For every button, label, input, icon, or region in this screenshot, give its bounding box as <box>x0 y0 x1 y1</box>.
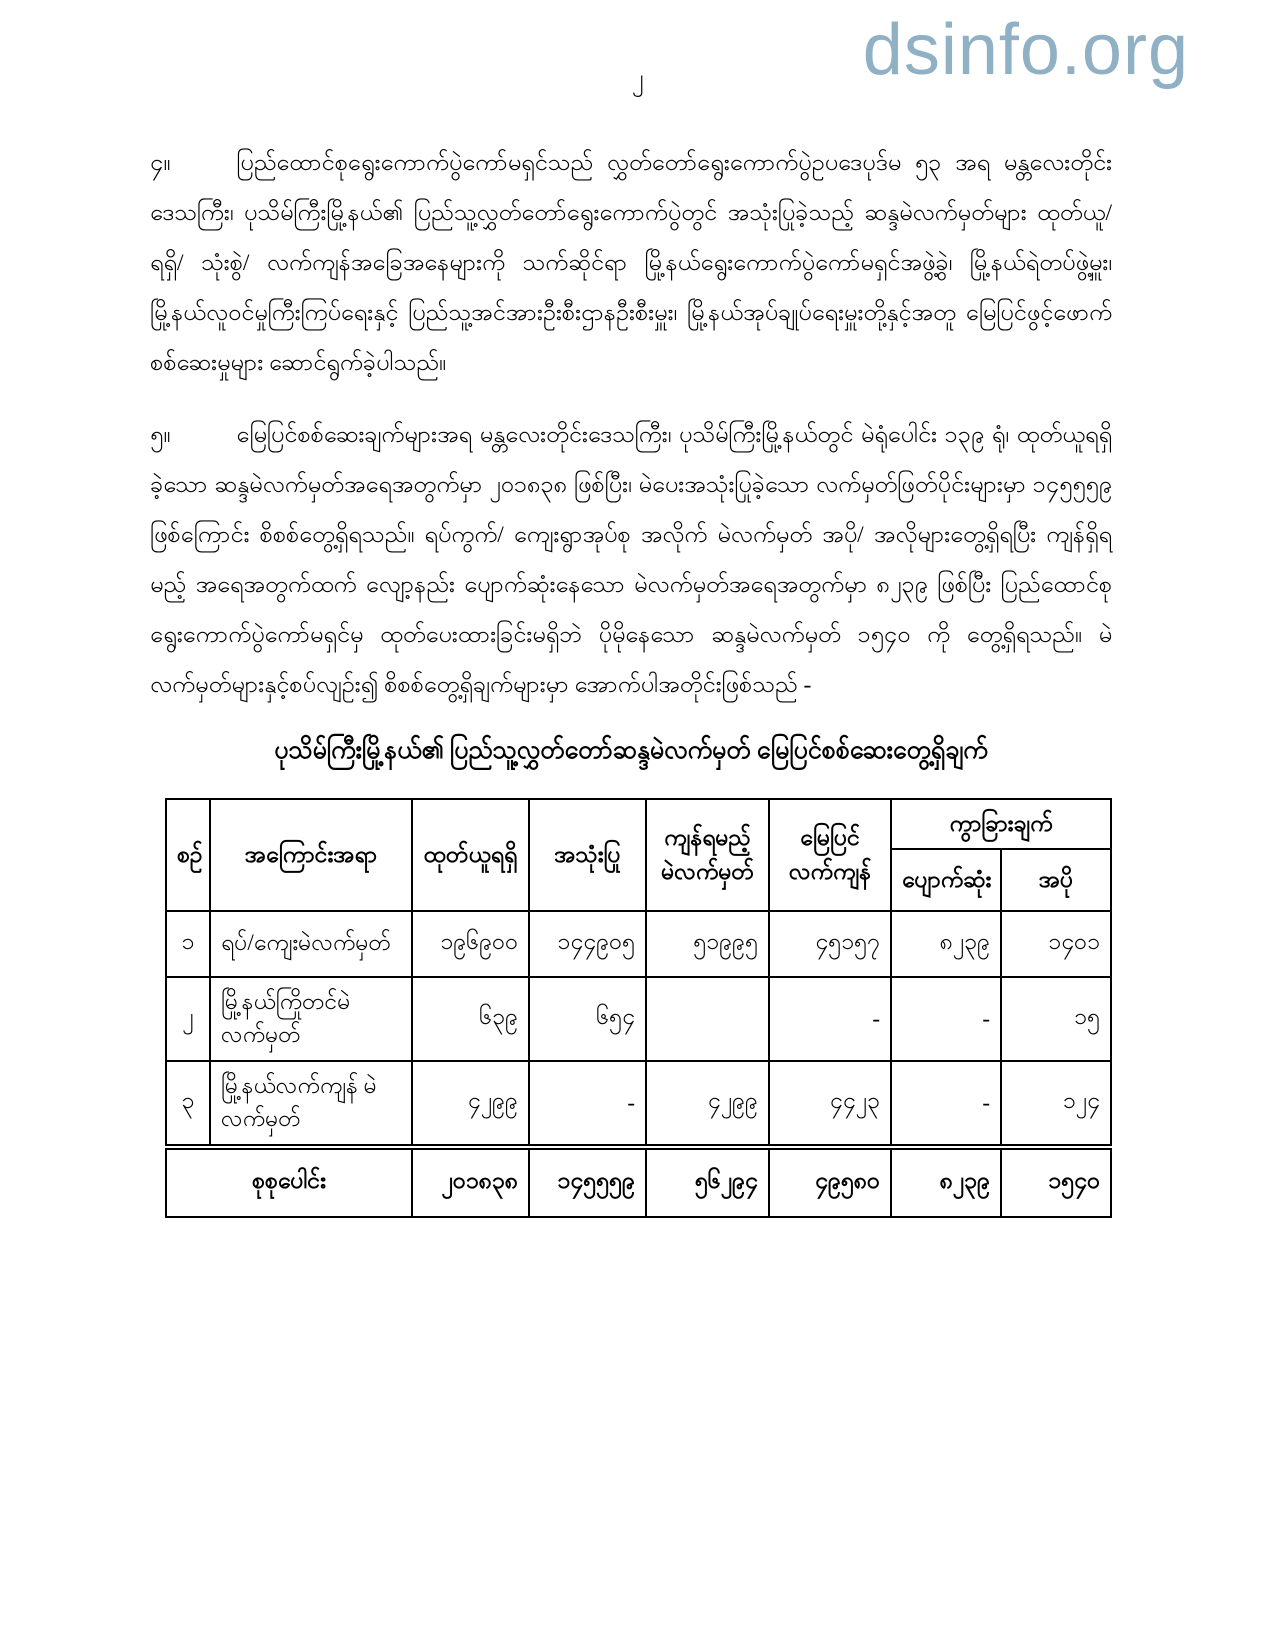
header-subject: အကြောင်းအရာ <box>210 799 412 911</box>
table-row <box>166 977 1111 1061</box>
cell-missing: ၈၂၃၉ <box>891 911 1001 977</box>
document-body <box>150 138 1112 1218</box>
header-used: အသုံးပြု <box>529 799 646 911</box>
header-ground-balance: မြေပြင် လက်ကျန် <box>769 799 891 911</box>
total-extra: ၁၅၄၀ <box>1001 1147 1111 1217</box>
watermark-dsinfo: dsinfo.org <box>862 10 1189 90</box>
total-received: ၂၀၁၈၃၈ <box>412 1147 529 1217</box>
cell-missing: - <box>891 1061 1001 1147</box>
cell-no: ၃ <box>166 1061 210 1147</box>
cell-received: ၄၂၉၉ <box>412 1061 529 1147</box>
total-used: ၁၄၅၅၅၉ <box>529 1147 646 1217</box>
total-ground-balance: ၄၉၅၈၀ <box>769 1147 891 1217</box>
cell-subject: မြို့နယ်ကြိုတင်မဲ လက်မှတ် <box>210 977 412 1061</box>
paragraph-4-marker: ၄။ <box>150 150 171 176</box>
cell-remaining: ၄၂၉၉ <box>646 1061 769 1147</box>
total-remaining: ၅၆၂၉၄ <box>646 1147 769 1217</box>
paragraph-5-text: မြေပြင်စစ်ဆေးချက်များအရ မန္တလေးတိုင်းဒေသကြီး၊ ပုသိမ်ကြီးမြို့နယ်တွင် မဲရုံပေါင်း ၁၃၉ ရုံ၊ ထုတ်ယူရရှိခဲ့သော ဆန္ဒမဲလက်မှတ်အရေအတွက်မှာ ၂၀၁၈၃၈ ဖြစ်ပြီး၊ မဲပေးအသုံးပြုခဲ့သော လက်မှတ်ဖြတ်ပိုင်းများမှာ ၁၄၅၅၅၉ ဖြစ်ကြောင်း စိစစ်တွေ့ရှိရသည်။ ရပ်ကွက်/ ကျေးရွာအုပ်စု အလိုက် မဲလက်မှတ် အပို/ အလိုများတွေ့ရှိရပြီး ကျန်ရှိရမည့် အရေအတွက်ထက် လျော့နည်း ပျောက်ဆုံးနေသော မဲလက်မှတ်အရေအတွက်မှာ ၈၂၃၉ ဖြစ်ပြီး ပြည်ထောင်စုရွေးကောက်ပွဲကော်မရှင်မှ ထုတ်ပေးထားခြင်းမရှိဘဲ ပိုမိုနေသော ဆန္ဒမဲလက်မှတ် ၁၅၄၀ ကို တွေ့ရှိရသည်။ မဲလက်မှတ်များနှင့်စပ်လျဉ်း၍ စိစစ်တွေ့ရှိချက်များမှာ အောက်ပါအတိုင်းဖြစ်သည် - <box>150 422 1112 698</box>
total-missing: ၈၂၃၉ <box>891 1147 1001 1217</box>
cell-extra: ၁၅ <box>1001 977 1111 1061</box>
page-number: ၂ <box>631 66 644 92</box>
cell-subject: ရပ်/ကျေးမဲလက်မှတ် <box>210 911 412 977</box>
table-row <box>166 1061 1111 1147</box>
cell-ground-balance: ၄၅၁၅၇ <box>769 911 891 977</box>
header-extra: အပို <box>1001 849 1111 911</box>
paragraph-4 <box>150 138 1112 388</box>
cell-used: ၆၅၄ <box>529 977 646 1061</box>
table-total-row <box>166 1147 1111 1217</box>
paragraph-5-marker: ၅။ <box>150 422 171 448</box>
table-title: ပုသိမ်ကြီးမြို့နယ်၏ ပြည်သူ့လွှတ်တော်ဆန္ဒမဲလက်မှတ် မြေပြင်စစ်ဆေးတွေ့ရှိချက် <box>274 737 988 764</box>
cell-remaining <box>646 977 769 1061</box>
header-difference-group: ကွာခြားချက် <box>891 799 1111 849</box>
cell-missing: - <box>891 977 1001 1061</box>
ballot-findings-table <box>165 798 1112 1218</box>
table-row <box>166 911 1111 977</box>
total-label: စုစုပေါင်း <box>166 1147 412 1217</box>
header-remaining: ကျန်ရမည့် မဲလက်မှတ် <box>646 799 769 911</box>
cell-no: ၁ <box>166 911 210 977</box>
paragraph-4-text: ပြည်ထောင်စုရွေးကောက်ပွဲကော်မရှင်သည် လွှတ်တော်ရွေးကောက်ပွဲဥပဒေပုဒ်မ ၅၃ အရ မန္တလေးတိုင်းဒေသကြီး၊ ပုသိမ်ကြီးမြို့နယ်၏ ပြည်သူ့လွှတ်တော်ရွေးကောက်ပွဲတွင် အသုံးပြုခဲ့သည့် ဆန္ဒမဲလက်မှတ်များ ထုတ်ယူ/ ရရှိ/ သုံးစွဲ/ လက်ကျန်အခြေအနေများကို သက်ဆိုင်ရာ မြို့နယ်ရွေးကောက်ပွဲကော်မရှင်အဖွဲ့ခွဲ၊ မြို့နယ်ရဲတပ်ဖွဲ့မှူး၊ မြို့နယ်လူဝင်မှုကြီးကြပ်ရေးနှင့် ပြည်သူ့အင်အားဦးစီးဌာနဦးစီးမှူး၊ မြို့နယ်အုပ်ချုပ်ရေးမှူးတို့နှင့်အတူ မြေပြင်ဖွင့်ဖောက်စစ်ဆေးမှုများ ဆောင်ရွက်ခဲ့ပါသည်။ <box>150 150 1112 376</box>
cell-no: ၂ <box>166 977 210 1061</box>
cell-used: ၁၄၄၉၀၅ <box>529 911 646 977</box>
cell-subject: မြို့နယ်လက်ကျန် မဲလက်မှတ် <box>210 1061 412 1147</box>
cell-ground-balance: ၄၄၂၃ <box>769 1061 891 1147</box>
cell-received: ၁၉၆၉၀၀ <box>412 911 529 977</box>
cell-remaining: ၅၁၉၉၅ <box>646 911 769 977</box>
header-received: ထုတ်ယူရရှိ <box>412 799 529 911</box>
header-no: စဉ် <box>166 799 210 911</box>
cell-ground-balance: - <box>769 977 891 1061</box>
cell-used: - <box>529 1061 646 1147</box>
paragraph-5 <box>150 410 1112 710</box>
cell-extra: ၁၂၄ <box>1001 1061 1111 1147</box>
header-missing: ပျောက်ဆုံး <box>891 849 1001 911</box>
cell-received: ၆၃၉ <box>412 977 529 1061</box>
cell-extra: ၁၄၀၁ <box>1001 911 1111 977</box>
